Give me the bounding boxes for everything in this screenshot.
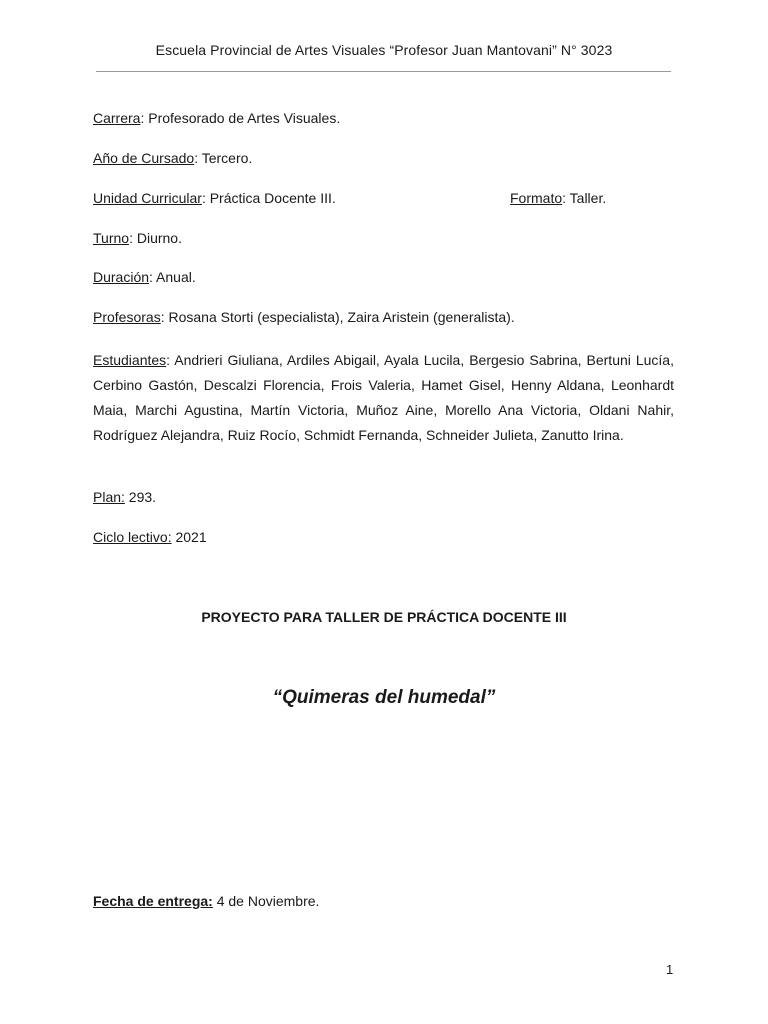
delivery-date	[93, 893, 319, 909]
field-ciclo-label: Ciclo lectivo:	[93, 529, 172, 545]
field-profesoras-value: : Rosana Storti (especialista), Zaira Aristein (generalista).	[160, 309, 515, 325]
field-plan-value: 293.	[124, 489, 157, 505]
project-heading: PROYECTO PARA TALLER DE PRÁCTICA DOCENTE III	[201, 609, 567, 625]
header-divider	[96, 71, 671, 72]
field-plan	[93, 489, 156, 505]
field-carrera-value: : Profesorado de Artes Visuales.	[140, 110, 341, 126]
header-school-name: Escuela Provincial de Artes Visuales “Profesor Juan Mantovani” N° 3023	[155, 42, 613, 58]
field-turno	[93, 230, 182, 246]
field-formato	[510, 190, 606, 206]
field-anio	[93, 150, 252, 166]
field-anio-label: Año de Cursado	[93, 150, 195, 166]
field-unidad	[93, 190, 336, 206]
field-profesoras-label: Profesoras	[93, 309, 161, 325]
field-plan-label: Plan:	[93, 489, 125, 505]
field-formato-value: : Taller.	[562, 190, 607, 206]
field-carrera-label: Carrera	[93, 110, 141, 126]
page-number: 1	[666, 962, 674, 977]
field-unidad-value: : Práctica Docente III.	[201, 190, 336, 206]
field-estudiantes	[93, 348, 674, 448]
field-ciclo	[93, 529, 207, 545]
field-unidad-label: Unidad Curricular	[93, 190, 202, 206]
field-formato-label: Formato	[510, 190, 563, 206]
field-profesoras	[93, 309, 515, 325]
field-duracion-label: Duración	[93, 269, 150, 285]
field-estudiantes-value: : Andrieri Giuliana, Ardiles Abigail, Ayala Lucila, Bergesio Sabrina, Bertuni Lucía, Cerbino Gastón, Descalzi Florencia, Frois Valeria, Hamet Gisel, Henny Aldana, Leonhardt Maia, Marchi Agustina, Martín Victoria, Muñoz Aine, Morello Ana Victoria, Oldani Nahir, Rodríguez Alejandra, Ruiz Rocío, Schmidt Fernanda, Schneider Julieta, Zanutto Irina.	[93, 352, 674, 443]
field-carrera	[93, 110, 340, 126]
field-estudiantes-label: Estudiantes	[93, 352, 167, 368]
field-turno-value: : Diurno.	[129, 230, 182, 246]
field-duracion	[93, 269, 196, 285]
field-anio-value: : Tercero.	[194, 150, 253, 166]
field-ciclo-value: 2021	[171, 529, 207, 545]
delivery-date-value: 4 de Noviembre.	[212, 893, 320, 909]
delivery-date-label: Fecha de entrega:	[93, 893, 213, 909]
project-title: “Quimeras del humedal”	[272, 687, 496, 708]
field-duracion-value: : Anual.	[149, 269, 196, 285]
field-turno-label: Turno	[93, 230, 130, 246]
